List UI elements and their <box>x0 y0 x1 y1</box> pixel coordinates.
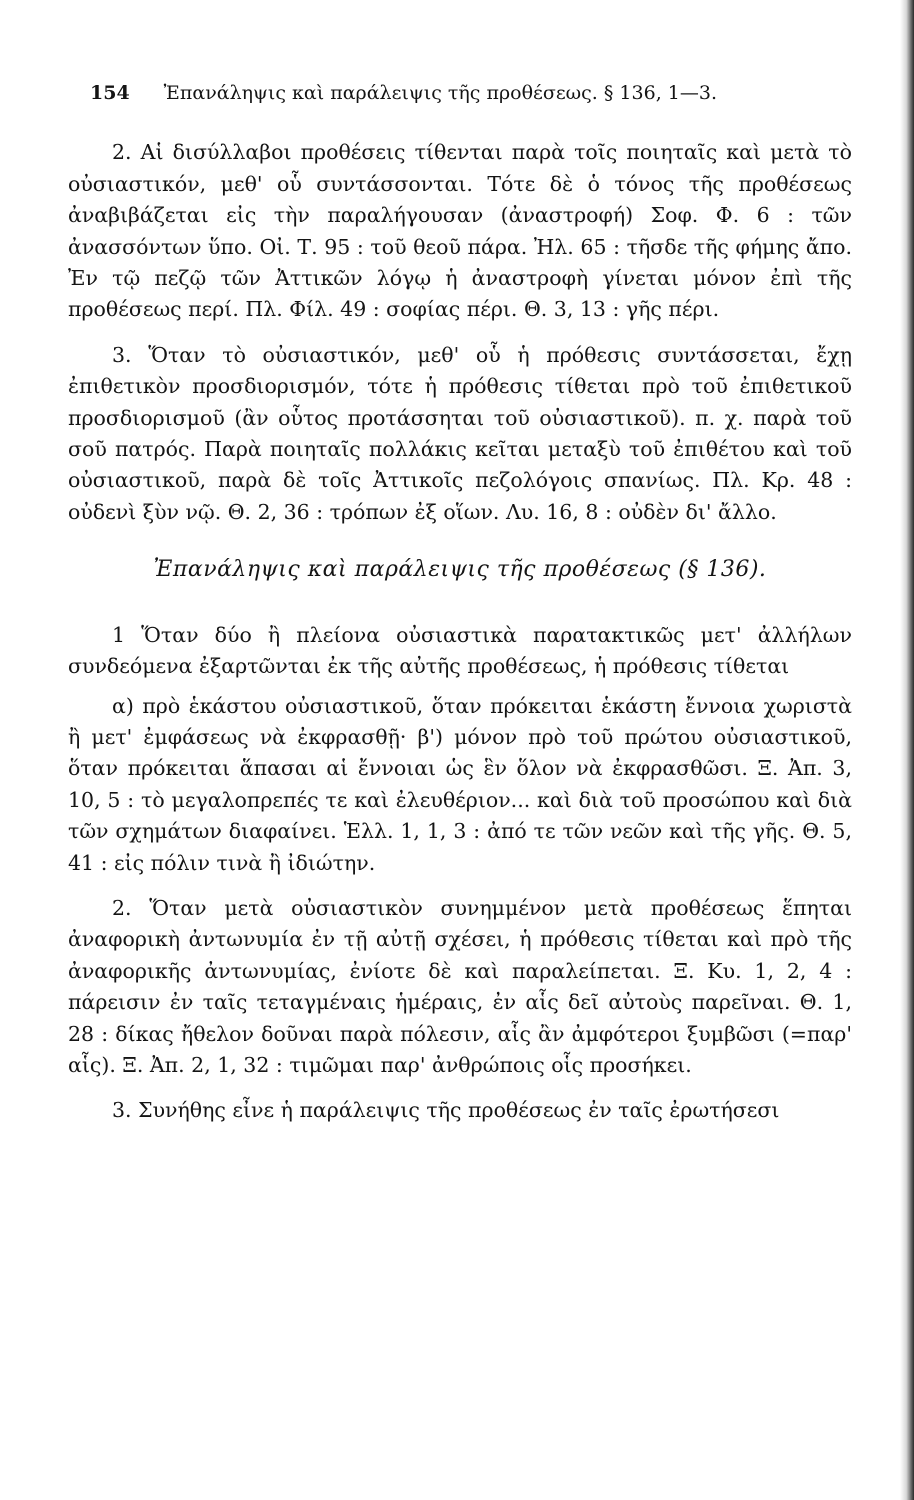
paragraph-2-anastrophe: 2. Αἱ δισύλλαβοι προθέσεις τίθενται παρὰ τοῖς ποιηταῖς καὶ μετὰ τὸ οὐσιαστικόν, μεθ' οὗ συντάσσονται. Τότε δὲ ὁ τόνος τῆς προθέσεως ἀναβιβάζεται εἰς τὴν παραλήγουσαν (ἀναστροφή) Σοφ. Φ. 6 : τῶν ἀνασσόντων ὕπο. Οἰ. Τ. 95 : τοῦ θεοῦ πάρα. Ἠλ. 65 : τῆσδε τῆς φήμης ἄπο. Ἐν τῷ πεζῷ τῶν Ἀττικῶν λόγῳ ἡ ἀναστροφὴ γίνεται μόνον ἐπὶ τῆς προθέσεως περί. Πλ. Φίλ. 49 : σοφίας πέρι. Θ. 3, 13 : γῆς πέρι. <box>68 140 852 322</box>
paragraph-1-cases: α) πρὸ ἑκάστου οὐσιαστικοῦ, ὅταν πρόκειται ἑκάστη ἔννοια χωριστὰ ἢ μετ' ἐμφάσεως νὰ ἐκφρασθῇ· β') μόνον πρὸ τοῦ πρώτου οὐσιαστικοῦ, ὅταν πρόκειται ἅπασαι αἱ ἔννοιαι ὡς ἓν ὅλον νὰ ἐκφρασθῶσι. Ξ. Ἀπ. 3, 10, 5 : τὸ μεγαλοπρεπές τε καὶ ἐλευθέριον... καὶ διὰ τοῦ προσώπου καὶ διὰ τῶν σχημάτων διαφαίνει. Ἑλλ. 1, 1, 3 : ἀπό τε τῶν νεῶν καὶ τῆς γῆς. Θ. 5, 41 : εἰς πόλιν τινὰ ἢ ἰδιώτην. <box>68 693 852 875</box>
running-title: Ἐπανάληψις καὶ παράλειψις τῆς προθέσεως. § 136, 1—3. <box>163 82 717 104</box>
book-page <box>68 78 852 1133</box>
paragraph-3-attributive: 3. Ὅταν τὸ οὐσιαστικόν, μεθ' οὗ ἡ πρόθεσις συντάσσεται, ἔχῃ ἐπιθετικὸν προσδιορισμόν, τότε ἡ πρόθεσις τίθεται πρὸ τοῦ ἐπιθετικοῦ προσδιορισμοῦ (ἂν οὗτος προτάσσηται τοῦ οὐσιαστικοῦ). π. χ. παρὰ τοῦ σοῦ πατρός. Παρὰ ποιηταῖς πολλάκις κεῖται μεταξὺ τοῦ ἐπιθέτου καὶ τοῦ οὐσιαστικοῦ, παρὰ δὲ τοῖς Ἀττικοῖς πεζολόγοις σπανίως. Πλ. Κρ. 48 : οὐδενὶ ξὺν νῷ. Θ. 2, 36 : τρόπων ἐξ οἵων. Λυ. 16, 8 : οὐδὲν δι' ἄλλο. <box>68 342 852 524</box>
paragraph-2-relative-pronoun: 2. Ὅταν μετὰ οὐσιαστικὸν συνημμένον μετὰ προθέσεως ἕπηται ἀναφορικὴ ἀντωνυμία ἐν τῇ αὐτῇ σχέσει, ἡ πρόθεσις τίθεται καὶ πρὸ τῆς ἀναφορικῆς ἀντωνυμίας, ἐνίοτε δὲ καὶ παραλείπεται. Ξ. Κυ. 1, 2, 4 : πάρεισιν ἐν ταῖς τεταγμέναις ἡμέραις, ἐν αἷς δεῖ αὐτοὺς παρεῖναι. Θ. 1, 28 : δίκας ἤθελον δοῦναι παρὰ πόλεσιν, αἷς ἂν ἀμφότεροι ξυμβῶσι (=παρ' αἷς). Ξ. Ἀπ. 2, 1, 32 : τιμῶμαι παρ' ἀνθρώποις οἷς προσήκει. <box>68 895 852 1077</box>
running-header <box>90 78 852 109</box>
paragraph-1-repetition: 1 Ὅταν δύο ἢ πλείονα οὐσιαστικὰ παρατακτικῶς μετ' ἀλλήλων συνδεόμενα ἐξαρτῶνται ἐκ τῆς αὐτῆς προθέσεως, ἡ πρόθεσις τίθεται <box>68 622 852 679</box>
paragraph-3-questions: 3. Συνήθης εἶνε ἡ παράλειψις τῆς προθέσεως ἐν ταῖς ἐρωτήσεσι <box>112 1098 780 1123</box>
page-edge-shadow <box>900 0 914 1500</box>
section-title: Ἐπανάληψις καὶ παράλειψις τῆς προθέσεως (§ 136). <box>153 557 767 583</box>
page-number: 154 <box>90 82 130 104</box>
